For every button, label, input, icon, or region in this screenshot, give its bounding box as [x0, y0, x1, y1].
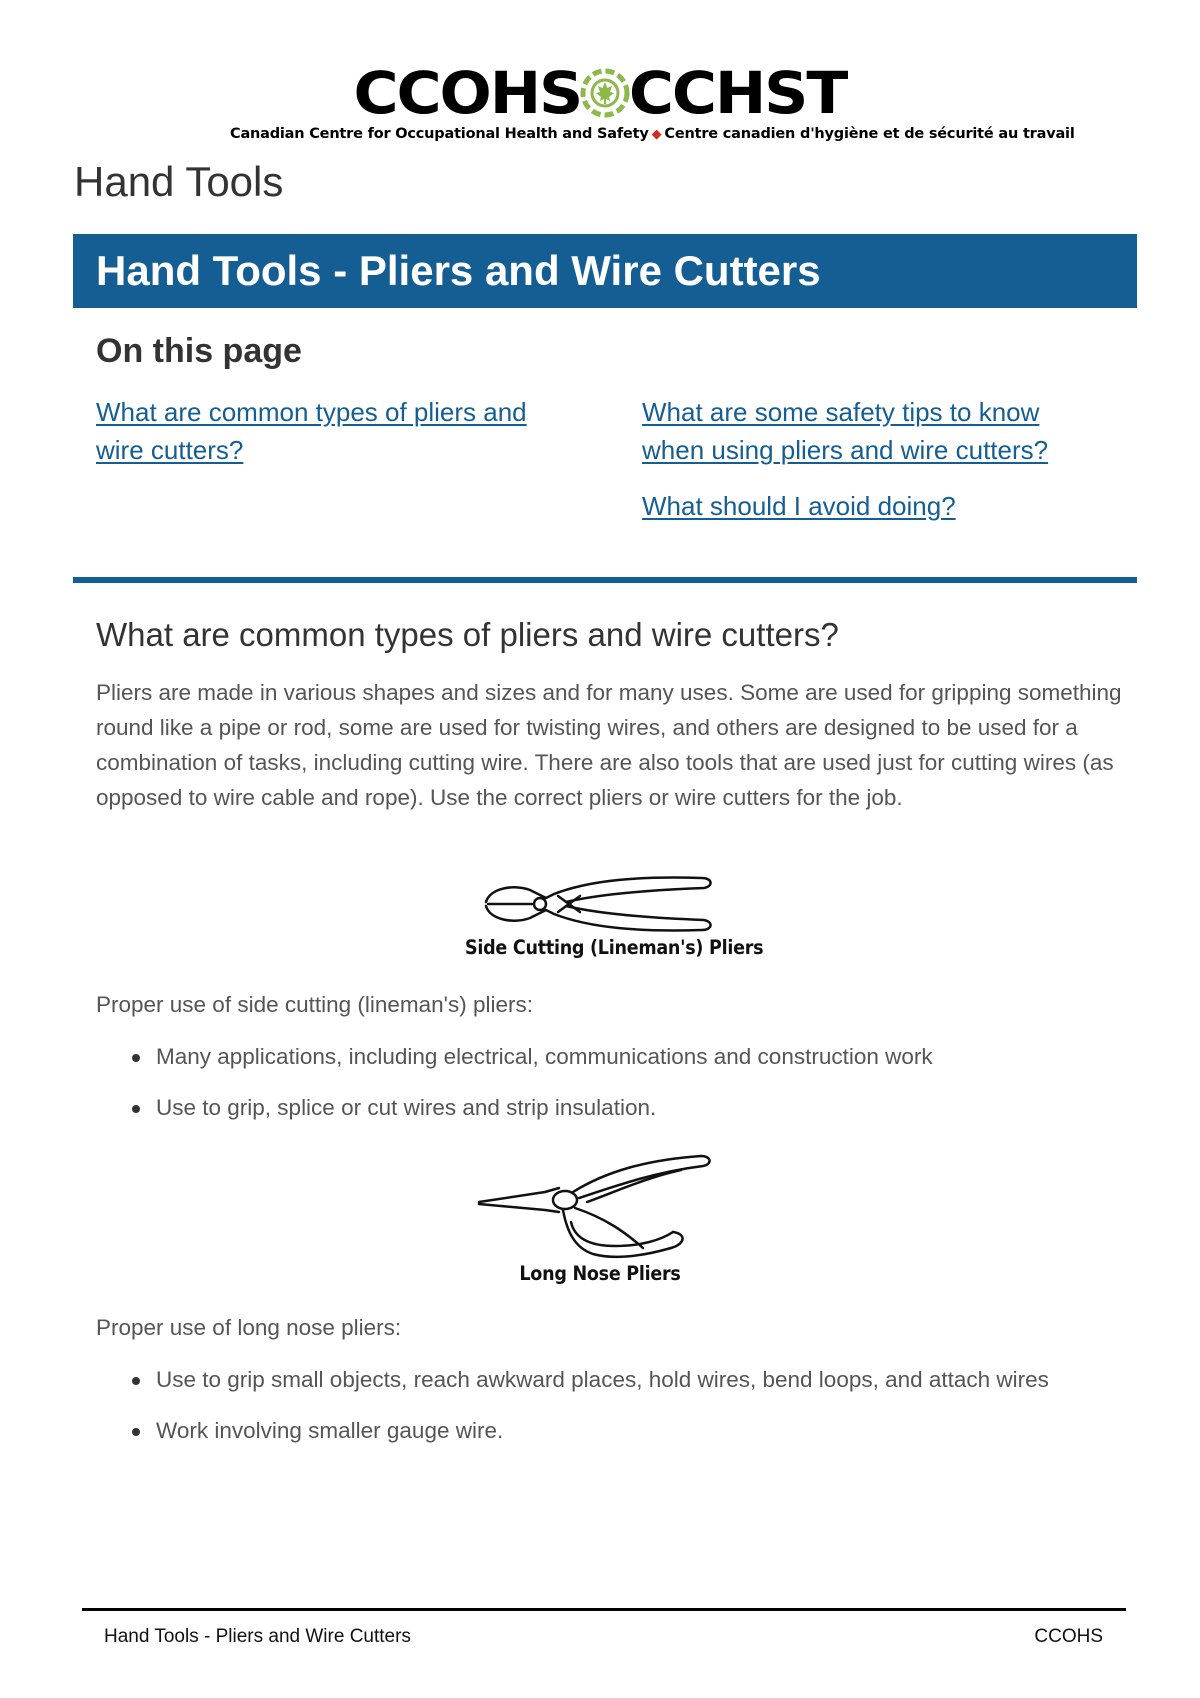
toc-link-avoid-doing[interactable]: What should I avoid doing?: [642, 491, 956, 521]
side-cutting-caption: Side Cutting (Lineman's) Pliers: [465, 936, 764, 959]
logo-left-word: CCOHS: [353, 59, 582, 127]
long-nose-pliers-figure: [470, 1152, 730, 1285]
toc-link-common-types[interactable]: What are common types of pliers and wire cutters?: [96, 397, 527, 465]
list-item: Work involving smaller gauge wire.: [96, 1413, 1096, 1448]
maple-leaf-icon: ◆: [651, 127, 662, 142]
section-title: What are common types of pliers and wire cutters?: [96, 616, 839, 653]
maple-leaf-emblem-icon: [579, 67, 631, 119]
section-divider: [73, 577, 1137, 583]
long-nose-caption: Long Nose Pliers: [519, 1262, 681, 1285]
intro-paragraph: Pliers are made in various shapes and sizes and for many uses. Some are used for gripping something round like a pipe or rod, some are used for twisting wires, and others are designed to be used for a combination of tasks, including cutting wire. There are also tools that are used just for cutting wires (as opposed to wire cable and rope). Use the correct pliers or wire cutters for the job.: [96, 680, 1122, 810]
list-item: Use to grip small objects, reach awkward places, hold wires, bend loops, and attach wires: [96, 1362, 1096, 1397]
footer-divider: [82, 1608, 1126, 1611]
long-nose-pliers-icon: [475, 1152, 725, 1262]
ccohs-logo: [230, 59, 1075, 152]
title-banner: [73, 234, 1137, 308]
footer-organization: CCOHS: [1034, 1626, 1103, 1647]
site-title: Hand Tools: [74, 158, 284, 205]
toc-link-safety-tips[interactable]: What are some safety tips to know when using pliers and wire cutters?: [642, 397, 1049, 465]
long-nose-list: [96, 1362, 1096, 1464]
footer-document-title: Hand Tools - Pliers and Wire Cutters: [104, 1626, 411, 1647]
logo-subtitle-en: Canadian Centre for Occupational Health and Safety: [230, 126, 649, 142]
side-cutting-list: [96, 1039, 1096, 1141]
logo-subtitle-fr: Centre canadien d'hygiène et de sécurité au travail: [664, 126, 1075, 142]
list-item: Use to grip, splice or cut wires and strip insulation.: [96, 1090, 1096, 1125]
side-cutting-lead: Proper use of side cutting (lineman's) pliers:: [96, 992, 533, 1017]
page-title: Hand Tools - Pliers and Wire Cutters: [96, 247, 821, 294]
long-nose-lead: Proper use of long nose pliers:: [96, 1315, 402, 1340]
side-cutting-pliers-figure: [450, 872, 764, 959]
toc-heading: On this page: [96, 332, 302, 370]
logo-right-word: CCHST: [628, 59, 847, 127]
side-cutting-pliers-icon: [480, 872, 720, 936]
logo-subtitle: [230, 126, 1075, 142]
list-item: Many applications, including electrical, communications and construction work: [96, 1039, 1096, 1074]
